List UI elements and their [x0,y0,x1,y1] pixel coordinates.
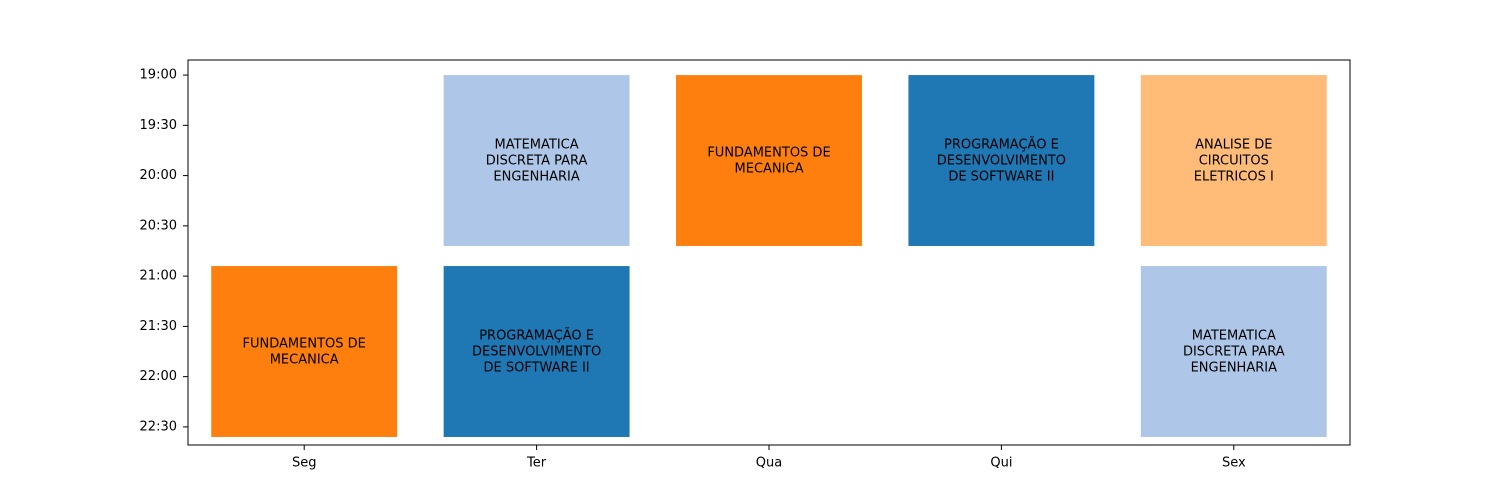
schedule-bar-label-line: DESENVOLVIMENTO [472,344,602,360]
schedule-bar-label-line: DE SOFTWARE II [483,360,590,376]
schedule-bar-label-line: ENGENHARIA [493,169,580,185]
schedule-bar-label [1194,137,1274,184]
schedule-bar-label-line: MECANICA [269,352,339,368]
schedule-bar-label-line: FUNDAMENTOS DE [242,336,366,352]
y-tick-label: 20:00 [139,168,177,184]
schedule-bar-label-line: ELETRICOS I [1193,169,1274,185]
y-tick-label: 22:30 [139,419,177,435]
schedule-bar-group [211,266,397,437]
schedule-bar-group [908,75,1094,246]
schedule-bar-label-line: MECANICA [734,161,804,177]
schedule-bar-label-line: MATEMATICA [1191,328,1276,344]
schedule-bar-label-line: ENGENHARIA [1190,360,1277,376]
schedule-bar-group [676,75,862,246]
schedule-bar-label-line: DE SOFTWARE II [948,169,1055,185]
schedule-bar-label [472,327,601,375]
schedule-bar-group [1141,266,1327,437]
y-tick-label: 22:00 [139,369,177,385]
schedule-bar-label-line: FUNDAMENTOS DE [707,145,831,161]
y-tick-label: 19:00 [139,67,177,83]
x-tick-label: Sex [1221,455,1246,471]
x-tick-label: Ter [527,455,547,471]
y-tick-label: 21:00 [139,268,177,284]
y-tick-label: 19:30 [139,117,177,133]
schedule-bar-label-line: DISCRETA PARA [485,153,588,169]
x-tick-label: Seg [291,455,317,471]
y-tick-label: 20:30 [139,218,177,234]
schedule-bar-group [1141,75,1327,246]
x-tick-label: Qua [755,455,783,471]
y-tick-label: 21:30 [139,318,177,334]
schedule-bar-label-line: CIRCUITOS [1198,153,1269,169]
schedule-bar-group [444,266,630,437]
schedule-bar-label [486,137,588,184]
schedule-bar-label-line: DISCRETA PARA [1182,344,1285,360]
schedule-bar-label-line: PROGRAMAÇÃO E [479,328,594,344]
schedule-bar-label-line: ANALISE DE [1195,137,1273,153]
schedule-bar-label [937,136,1066,184]
x-tick-label: Qui [990,455,1013,471]
schedule-bar-label-line: DESENVOLVIMENTO [936,153,1066,169]
schedule-bar-label [1183,328,1285,375]
schedule-bar-label-line: MATEMATICA [494,137,579,153]
schedule-bar-group [444,75,630,246]
schedule-bar-label-line: PROGRAMAÇÃO E [944,137,1059,153]
